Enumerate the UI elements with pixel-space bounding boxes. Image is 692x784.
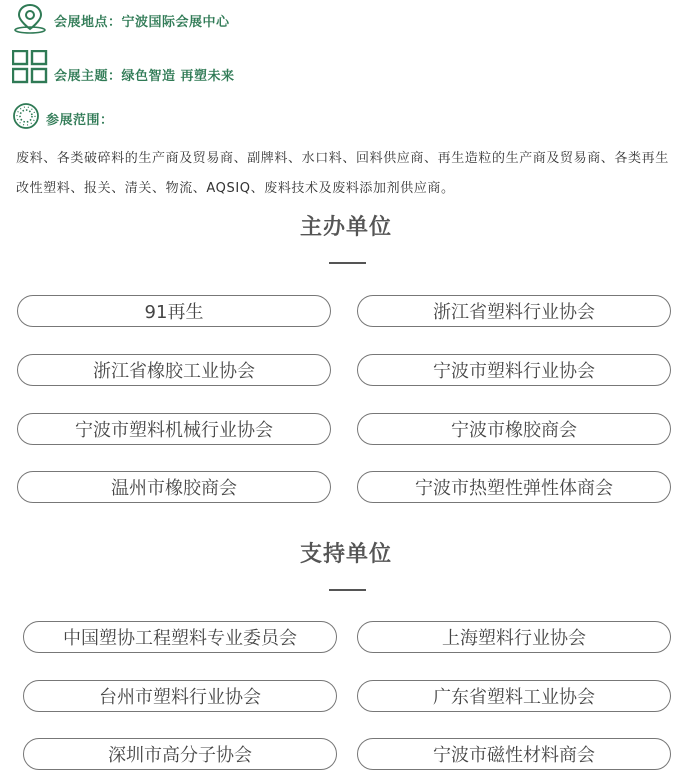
grid-blocks-icon — [12, 50, 48, 88]
scope-description: 废料、各类破碎料的生产商及贸易商、副牌料、水口料、回料供应商、再生造粒的生产商及贸易商、各类再生改性塑料、报关、清关、物流、AQSIQ、废料技术及废料添加剂供应商。 — [16, 151, 669, 196]
supporter-item: 上海塑料行业协会 — [357, 621, 671, 653]
venue-label: 会展地点： — [54, 14, 122, 30]
scope-label: 参展范围： — [46, 112, 114, 128]
supporter-item: 宁波市磁性材料商会 — [357, 738, 671, 770]
theme-value: 绿色智造 再塑未来 — [121, 68, 235, 84]
organizers-divider — [329, 262, 366, 264]
supporter-item: 台州市塑料行业协会 — [23, 680, 337, 712]
location-pin-icon — [12, 2, 48, 38]
organizers-title: 主办单位 — [299, 215, 392, 240]
venue-value: 宁波国际会展中心 — [121, 14, 230, 30]
supporter-item: 深圳市高分子协会 — [23, 738, 337, 770]
supporters-divider — [329, 589, 366, 591]
supporter-item: 中国塑协工程塑料专业委员会 — [23, 621, 337, 653]
theme-label: 会展主题： — [54, 68, 122, 84]
organizer-item: 宁波市橡胶商会 — [357, 413, 671, 445]
organizer-item: 温州市橡胶商会 — [17, 471, 331, 503]
venue-text — [54, 11, 230, 30]
supporters-title: 支持单位 — [299, 542, 392, 567]
organizer-item: 浙江省橡胶工业协会 — [17, 354, 331, 386]
organizer-item: 91再生 — [17, 295, 331, 327]
venue-row — [12, 2, 230, 38]
organizer-item: 宁波市塑料行业协会 — [357, 354, 671, 386]
dotted-circle-icon — [12, 102, 40, 134]
theme-text — [54, 65, 235, 84]
scope-row — [12, 102, 114, 134]
organizer-item: 宁波市热塑性弹性体商会 — [357, 471, 671, 503]
theme-row — [12, 50, 235, 88]
organizer-item: 宁波市塑料机械行业协会 — [17, 413, 331, 445]
organizer-item: 浙江省塑料行业协会 — [357, 295, 671, 327]
supporter-item: 广东省塑料工业协会 — [357, 680, 671, 712]
